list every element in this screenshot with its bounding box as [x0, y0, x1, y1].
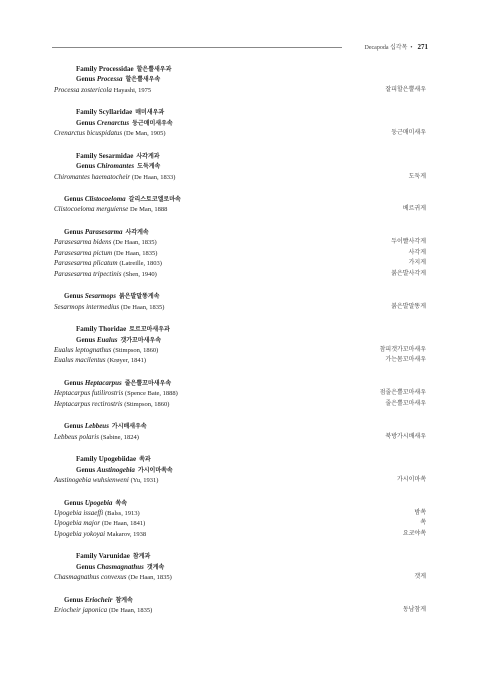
genus-heading [54, 562, 426, 572]
genus-prefix: Genus [76, 118, 97, 127]
family-latin: Family Scyllaridae [76, 108, 133, 117]
species-scientific-name: Austinogebia wuhsienweni [54, 476, 129, 485]
taxon-list [54, 64, 426, 628]
species-row [54, 248, 426, 258]
species-authority: De Man, 1888 [129, 206, 168, 214]
family-heading [54, 107, 426, 117]
genus-latin: Crenarctus [96, 118, 130, 127]
taxon-block [54, 227, 426, 279]
family-latin: Family Processidae [76, 65, 134, 73]
genus-heading [54, 161, 426, 171]
species-common-name: 붉은발사각게 [391, 269, 426, 277]
species-scientific-name: Upogebia major [54, 519, 101, 528]
genus-prefix: Genus [64, 422, 85, 431]
genus-heading [54, 595, 426, 605]
genus-prefix: Genus [76, 562, 97, 571]
species-row [54, 128, 426, 138]
family-korean: 할은뿔새우과 [136, 66, 172, 73]
family-latin: Family Varunidae [76, 552, 130, 561]
species-scientific-name: Heptacarpus rectirostris [54, 399, 123, 408]
species-common-name: 요코야쏙 [402, 529, 426, 537]
taxon-block [54, 291, 426, 312]
species-common-name: 쏙 [420, 519, 426, 527]
species-authority: (De Haan, 1835) [120, 303, 165, 311]
species-row [54, 572, 426, 582]
species-scientific-name: Clistocoeloma merguiense [54, 205, 129, 214]
genus-heading [54, 118, 426, 128]
genus-korean: 갯가꼬마새우속 [120, 336, 162, 344]
genus-latin: Austinogebia [96, 465, 135, 474]
family-korean: 쏙과 [139, 456, 151, 464]
page-number: 271 [417, 43, 428, 51]
taxon-block [54, 551, 426, 582]
species-scientific-name: Lebbeus polaris [54, 432, 99, 441]
genus-prefix: Genus [76, 162, 97, 171]
genus-heading [54, 227, 426, 237]
family-heading [54, 64, 426, 74]
species-authority: (Balss, 1913) [104, 509, 140, 517]
species-scientific-name: Chasmagnathus convexus [54, 573, 127, 582]
genus-korean: 갯게속 [146, 563, 165, 571]
species-row [54, 269, 426, 279]
family-heading [54, 324, 426, 334]
species-common-name: 가지게 [408, 259, 426, 267]
species-common-name: 붉은발말똥게 [391, 302, 426, 310]
genus-latin: Parasesarma [84, 228, 123, 237]
species-common-name: 가는몸꼬마새우 [385, 356, 426, 364]
species-common-name: 베르귀게 [402, 205, 426, 213]
genus-prefix: Genus [64, 595, 85, 604]
species-common-name: 참피갯가꼬마새우 [379, 345, 426, 353]
species-row [54, 605, 426, 615]
species-row [54, 399, 426, 409]
genus-latin: Heptacarpus [84, 378, 122, 387]
taxon-block [54, 595, 426, 616]
species-authority: (Shen, 1940) [123, 270, 157, 278]
genus-heading [54, 291, 426, 301]
taxon-block [54, 378, 426, 409]
genus-korean: 줄은뿔꼬마새우속 [124, 379, 172, 387]
genus-korean: 도둑게속 [137, 163, 161, 171]
species-row [54, 85, 426, 95]
genus-heading [54, 378, 426, 388]
genus-latin: Clistocoeloma [84, 195, 126, 204]
species-scientific-name: Heptacarpus futilirostris [54, 389, 124, 398]
taxon-block [54, 324, 426, 366]
species-authority: (De Haan, 1835) [128, 574, 172, 582]
species-row [54, 508, 426, 518]
species-scientific-name: Parasesarma plicatum [54, 259, 118, 268]
family-latin: Family Sesarmidae [76, 151, 134, 160]
genus-prefix: Genus [64, 228, 85, 237]
species-common-name: 북방가시배새우 [385, 432, 426, 440]
species-row [54, 302, 426, 312]
species-row [54, 355, 426, 365]
genus-latin: Chasmagnathus [96, 562, 144, 571]
page-header [52, 42, 428, 52]
section-title: Decapoda 십각목 [364, 45, 408, 51]
genus-prefix: Genus [76, 335, 97, 344]
species-authority: (Spence Bate, 1888) [124, 390, 178, 398]
species-row [54, 432, 426, 442]
family-korean: 매미새우과 [135, 109, 165, 117]
genus-heading [54, 335, 426, 345]
species-authority: (Krøyer, 1841) [107, 357, 147, 365]
genus-heading [54, 74, 426, 84]
species-authority: (Latreille, 1803) [119, 260, 162, 268]
species-scientific-name: Sesarmops intermedius [54, 302, 120, 311]
species-authority: (De Haan, 1835) [108, 607, 153, 615]
species-scientific-name: Parasesarma bidens [54, 238, 112, 247]
taxon-block [54, 194, 426, 215]
species-authority: (De Haan, 1833) [131, 173, 176, 181]
genus-korean: 가시이마쏙속 [137, 466, 173, 474]
genus-latin: Sesarmops [84, 292, 116, 301]
genus-heading [54, 465, 426, 475]
taxon-block [54, 151, 426, 182]
species-authority: (De Haan, 1835) [113, 249, 158, 257]
header-text [365, 42, 428, 53]
family-korean: 참게과 [132, 553, 151, 561]
genus-latin: Eualus [96, 335, 118, 344]
species-common-name: 밤쏙 [414, 508, 426, 516]
species-common-name: 도둑게 [408, 172, 426, 180]
genus-heading [54, 498, 426, 508]
species-common-name: 갯게 [414, 573, 426, 581]
species-authority: (Stimpson, 1860) [113, 346, 159, 354]
genus-prefix: Genus [76, 75, 97, 84]
species-scientific-name: Eriocheir japonica [54, 606, 108, 615]
taxon-block [54, 454, 426, 485]
genus-heading [54, 421, 426, 431]
genus-prefix: Genus [64, 292, 85, 301]
genus-korean: 붉은발말똥게속 [118, 293, 160, 301]
family-heading [54, 551, 426, 561]
family-heading [54, 454, 426, 464]
species-row [54, 345, 426, 355]
taxon-block [54, 64, 426, 95]
species-common-name: 동남참게 [402, 606, 426, 614]
genus-prefix: Genus [64, 195, 85, 204]
family-korean: 사각게과 [136, 152, 160, 160]
species-scientific-name: Parasesarma pictum [54, 248, 113, 257]
species-scientific-name: Chiromantes haematocheir [54, 172, 131, 181]
species-row [54, 258, 426, 268]
genus-prefix: Genus [76, 465, 97, 474]
genus-latin: Eriocheir [84, 595, 113, 604]
species-row [54, 237, 426, 247]
genus-korean: 사각게속 [125, 229, 149, 237]
genus-korean: 쏙속 [115, 499, 128, 507]
species-common-name: 점줄은뿔꼬마새우 [379, 389, 426, 397]
species-row [54, 518, 426, 528]
species-authority: Makarov, 1938 [106, 530, 147, 538]
species-scientific-name: Upogebia yokoyai [54, 529, 106, 538]
family-latin: Family Thoridae [76, 325, 127, 334]
family-heading [54, 151, 426, 161]
genus-latin: Lebbeus [84, 422, 109, 431]
species-common-name: 잘피할은뿔새우 [385, 85, 426, 93]
genus-prefix: Genus [64, 378, 85, 387]
family-korean: 토르꼬마새우과 [129, 326, 170, 334]
species-row [54, 172, 426, 182]
species-common-name: 사각게 [408, 248, 426, 256]
species-authority: (De Haan, 1841) [101, 520, 146, 528]
species-authority: Hayashi, 1975 [113, 86, 152, 94]
taxon-block [54, 498, 426, 540]
species-scientific-name: Processa zostericola [54, 85, 112, 94]
species-row [54, 475, 426, 485]
genus-korean: 할은뿔새우속 [125, 76, 161, 84]
genus-prefix: Genus [64, 498, 85, 507]
family-latin: Family Upogebiidae [76, 455, 137, 464]
genus-korean: 가시배새우속 [111, 423, 147, 431]
header-bullet: • [410, 45, 413, 51]
species-row [54, 529, 426, 539]
genus-heading [54, 194, 426, 204]
species-common-name: 두이빨사각게 [391, 238, 426, 246]
taxon-block [54, 107, 426, 138]
species-scientific-name: Upogebia issaeffi [54, 508, 104, 517]
species-scientific-name: Eualus leptognathus [54, 345, 112, 354]
genus-korean: 둥근매미새우속 [132, 119, 173, 127]
genus-latin: Processa [96, 75, 123, 84]
species-common-name: 줄은뿔꼬마새우 [385, 399, 426, 407]
genus-korean: 참게속 [115, 596, 133, 604]
species-row [54, 204, 426, 214]
genus-latin: Upogebia [84, 498, 113, 507]
species-scientific-name: Parasesarma tripectinis [54, 269, 122, 278]
header-rule [52, 47, 342, 48]
species-authority: (De Haan, 1835) [113, 239, 157, 247]
species-row [54, 388, 426, 398]
taxon-block [54, 421, 426, 442]
species-authority: (Yu, 1931) [130, 477, 159, 485]
genus-korean: 갈리스토코엘로마속 [128, 196, 181, 204]
species-authority: (Stimpson, 1860) [124, 400, 170, 408]
species-common-name: 둥근매미새우 [391, 129, 426, 137]
species-common-name: 가시이마쏙 [397, 476, 426, 484]
genus-latin: Chiromantes [96, 162, 135, 171]
species-authority: (Sabine, 1824) [100, 433, 139, 441]
species-scientific-name: Crenarctus bicuspidatus [54, 129, 123, 138]
species-scientific-name: Eualus macilentus [54, 356, 106, 365]
species-authority: (De Man, 1905) [123, 130, 166, 138]
